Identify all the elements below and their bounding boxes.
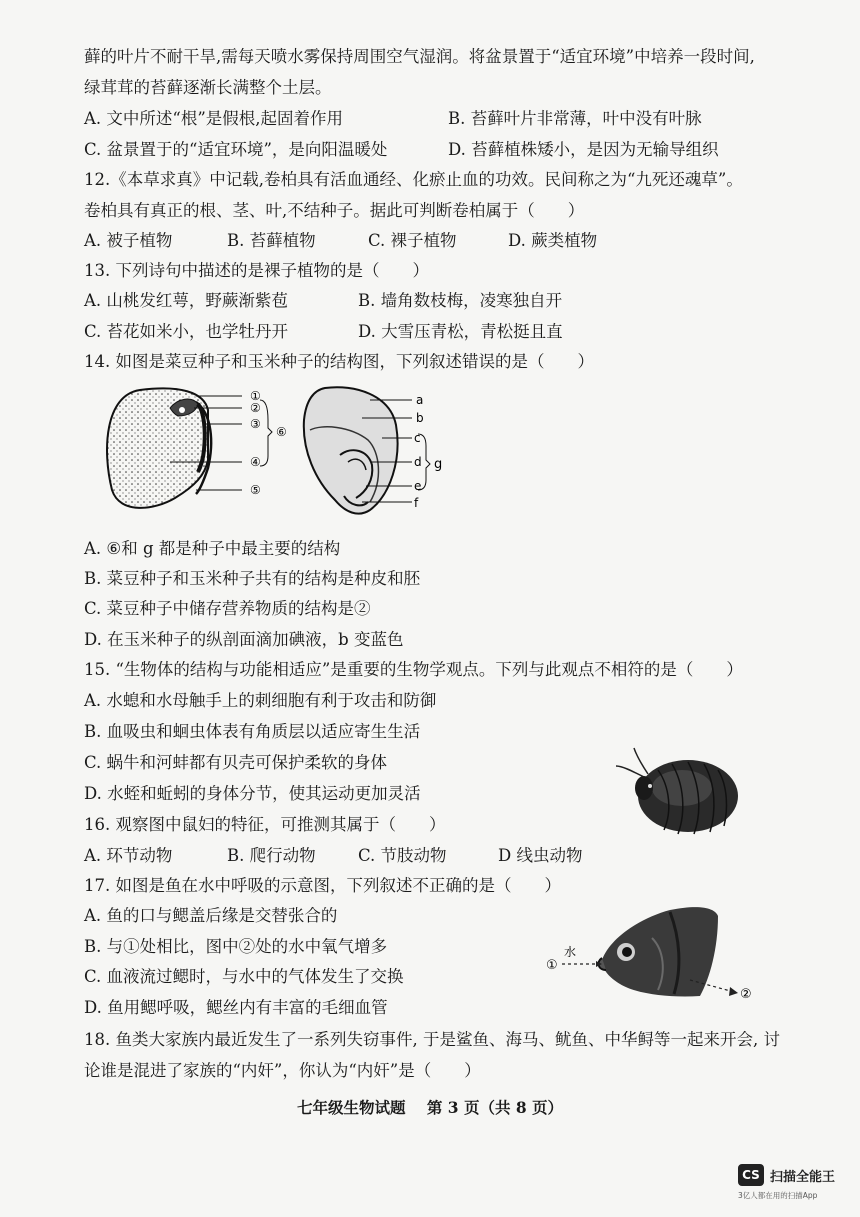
bean-label-3: ③	[250, 417, 261, 431]
footer-subject: 七年级生物试题	[296, 1098, 406, 1117]
q18-stem-line-2: 论谁是混进了家族的“内奸”，你认为“内奸”是（ ）	[84, 1061, 481, 1080]
q16-stem: 16. 观察图中鼠妇的特征，可推测其属于（ ）	[84, 815, 446, 834]
bean-seed-diagram	[107, 388, 287, 507]
q13-option-c: C. 苔花如米小，也学牡丹开	[84, 322, 289, 341]
q13-stem: 13. 下列诗句中描述的是裸子植物的是（ ）	[84, 261, 429, 280]
q16-option-d: D 线虫动物	[498, 846, 583, 865]
seed-structure-figure	[100, 380, 470, 520]
camscanner-logo-icon: CS	[738, 1164, 764, 1186]
fish-inflow-label: ①	[546, 958, 558, 973]
bean-label-1: ①	[250, 389, 261, 403]
q14-option-c: C. 菜豆种子中储存营养物质的结构是②	[84, 599, 371, 618]
intro-line-1: 藓的叶片不耐干旱,需每天喷水雾保持周围空气湿润。将盆景置于“适宜环境”中培养一段时间,	[84, 47, 755, 66]
scanner-tagline: 3亿人都在用的扫描App	[738, 1191, 818, 1200]
fish-outflow-label: ②	[740, 987, 752, 1002]
q13-option-b: B. 墙角数枝梅，凌寒独自开	[358, 291, 563, 310]
q16-option-a: A. 环节动物	[84, 846, 173, 865]
q14-option-d: D. 在玉米种子的纵剖面滴加碘液，b 变蓝色	[84, 630, 404, 649]
q17-option-c: C. 血液流过鳃时，与水中的气体发生了交换	[84, 967, 404, 986]
corn-label-e: e	[414, 479, 422, 493]
corn-label-c: c	[414, 431, 421, 445]
bean-label-2: ②	[250, 401, 261, 415]
q14-option-b: B. 菜豆种子和玉米种子共有的结构是种皮和胚	[84, 569, 421, 588]
q11-option-d: D. 苔藓植株矮小，是因为无输导组织	[448, 140, 719, 159]
q17-option-b: B. 与①处相比，图中②处的水中氧气增多	[84, 937, 388, 956]
q15-stem: 15. “生物体的结构与功能相适应”是重要的生物学观点。下列与此观点不相符的是（ ）	[84, 660, 743, 679]
q11-option-b: B. 苔藓叶片非常薄，叶中没有叶脉	[448, 109, 702, 128]
q12-option-b: B. 苔藓植物	[227, 231, 316, 250]
q15-option-b: B. 血吸虫和蛔虫体表有角质层以适应寄生生活	[84, 722, 421, 741]
corn-label-b: b	[416, 411, 424, 425]
corn-seed-diagram	[304, 387, 442, 513]
scanner-app-name: 扫描全能王	[770, 1169, 836, 1185]
corn-label-a: a	[416, 393, 424, 407]
q12-option-a: A. 被子植物	[84, 231, 173, 250]
q15-option-a: A. 水螅和水母触手上的刺细胞有利于攻击和防御	[84, 691, 437, 710]
q12-stem-line-2: 卷柏具有真正的根、茎、叶,不结种子。据此可判断卷柏属于（ ）	[84, 201, 585, 220]
q11-option-c: C. 盆景置于的“适宜环境”，是向阳温暖处	[84, 140, 388, 159]
q14-option-a: A. ⑥和 g 都是种子中最主要的结构	[84, 539, 341, 558]
fish-breathing-figure	[540, 898, 785, 1013]
q15-option-c: C. 蜗牛和河蚌都有贝壳可保护柔软的身体	[84, 753, 388, 772]
q12-option-c: C. 裸子植物	[368, 231, 457, 250]
footer-page-number: 第 3 页（共 8 页）	[426, 1098, 564, 1117]
q11-option-a: A. 文中所述“根”是假根,起固着作用	[84, 109, 344, 128]
fish-water-label: 水	[564, 945, 577, 959]
corn-label-d: d	[414, 455, 422, 469]
q15-option-d: D. 水蛭和蚯蚓的身体分节，使其运动更加灵活	[84, 784, 421, 803]
q12-option-d: D. 蕨类植物	[508, 231, 598, 250]
q16-option-b: B. 爬行动物	[227, 846, 316, 865]
bean-label-5: ⑤	[250, 483, 261, 497]
q13-option-d: D. 大雪压青松，青松挺且直	[358, 322, 563, 341]
q13-option-a: A. 山桃发红萼，野蕨渐紫苞	[84, 291, 288, 310]
q14-stem: 14. 如图是菜豆种子和玉米种子的结构图，下列叙述错误的是（ ）	[84, 352, 594, 371]
page-footer	[0, 1096, 860, 1118]
q17-option-a: A. 鱼的口与鳃盖后缘是交替张合的	[84, 906, 338, 925]
bean-label-6: ⑥	[276, 425, 287, 439]
q12-stem-line-1: 12.《本草求真》中记载,卷柏具有活血通经、化瘀止血的功效。民间称之为“九死还魂草”。	[84, 170, 743, 189]
scanner-watermark	[738, 1164, 836, 1200]
q17-option-d: D. 鱼用鳃呼吸，鳃丝内有丰富的毛细血管	[84, 998, 388, 1017]
q18-stem-line-1: 18. 鱼类大家族内最近发生了一系列失窃事件, 于是鲨鱼、海马、鱿鱼、中华鲟等一起来开会, 讨	[84, 1030, 780, 1049]
bean-label-4: ④	[250, 455, 261, 469]
intro-line-2: 绿茸茸的苔藓逐渐长满整个土层。	[84, 78, 332, 97]
q16-option-c: C. 节肢动物	[358, 846, 447, 865]
corn-label-g: g	[434, 457, 443, 472]
q17-stem: 17. 如图是鱼在水中呼吸的示意图，下列叙述不正确的是（ ）	[84, 876, 561, 895]
corn-label-f: f	[414, 496, 419, 510]
